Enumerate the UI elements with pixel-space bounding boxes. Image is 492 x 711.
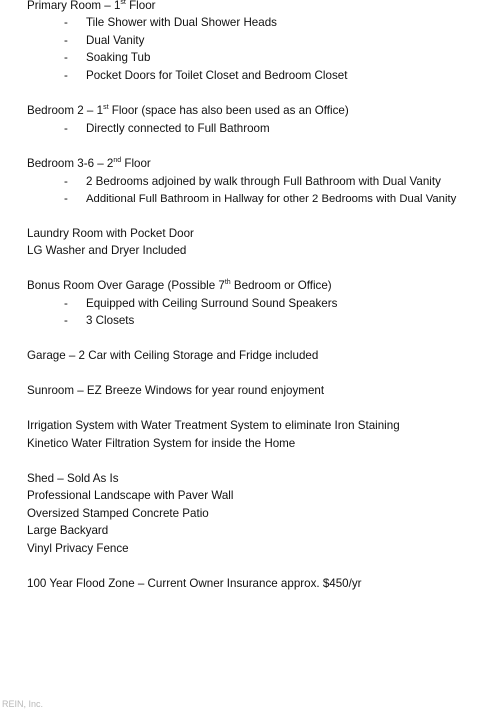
water-line: Irrigation System with Water Treatment System to eliminate Iron Staining xyxy=(27,419,400,432)
outdoor-line: Shed – Sold As Is xyxy=(27,472,119,485)
bonus-room-heading: Bonus Room Over Garage (Possible 7th Bedroom or Office) xyxy=(27,279,332,292)
flood-zone-line: 100 Year Flood Zone – Current Owner Insurance approx. $450/yr xyxy=(27,577,362,590)
outdoor-line: Oversized Stamped Concrete Patio xyxy=(27,507,209,520)
garage-line: Garage – 2 Car with Ceiling Storage and Fridge included xyxy=(27,349,319,362)
primary-room-heading: Primary Room – 1st Floor xyxy=(27,0,156,12)
sunroom-line: Sunroom – EZ Breeze Windows for year round enjoyment xyxy=(27,384,325,397)
water-line: Kinetico Water Filtration System for inside the Home xyxy=(27,437,296,450)
outdoor-line: Large Backyard xyxy=(27,524,109,537)
outdoor-line: Vinyl Privacy Fence xyxy=(27,542,129,555)
laundry-line: Laundry Room with Pocket Door xyxy=(27,227,194,240)
laundry-line: LG Washer and Dryer Included xyxy=(27,244,187,257)
bedroom-2-heading: Bedroom 2 – 1st Floor (space has also been used as an Office) xyxy=(27,104,349,117)
document-page: Primary Room – 1st Floor - Tile Shower with Dual Shower Heads - Dual Vanity - Soaking Tub - Pocket Doors for Toilet Closet and Bedroom Closet Bedroom 2 – 1st Floor (space has also been used as an Office) - Directly connected to Full Bathroom Bedroom 3-6 – 2nd Floor - 2 Bedrooms adjoined by walk through Full Bathroom with Dual Vanity - Additional Full Bathroom in Hallway for other 2 Bedrooms with Dual Vanity Laundry Room with Pocket Door LG Washer and Dryer Included Bonus Room Over Garage (Possible 7th Bedroom or Office) - Equipped with Ceiling Surround Sound Speakers - 3 Closets Garage – 2 Car with Ceiling Storage and Fridge included Sunroom – EZ Breeze Windows for year round enjoyment Irrigation System with Water Treatment System to eliminate Iron Staining Kinetico Water Filtration System for inside the Home Shed – Sold As Is Professional Landscape with Paver Wall Oversized Stamped Concrete Patio Large Backyard Vinyl Privacy Fence 100 Year Flood Zone – Current Owner Insurance approx. $450/yr REIN, Inc. xyxy=(2,0,457,709)
outdoor-line: Professional Landscape with Paver Wall xyxy=(27,489,234,502)
bedroom-3-6-heading: Bedroom 3-6 – 2nd Floor xyxy=(27,157,151,170)
watermark-text: REIN, Inc. xyxy=(2,699,44,709)
